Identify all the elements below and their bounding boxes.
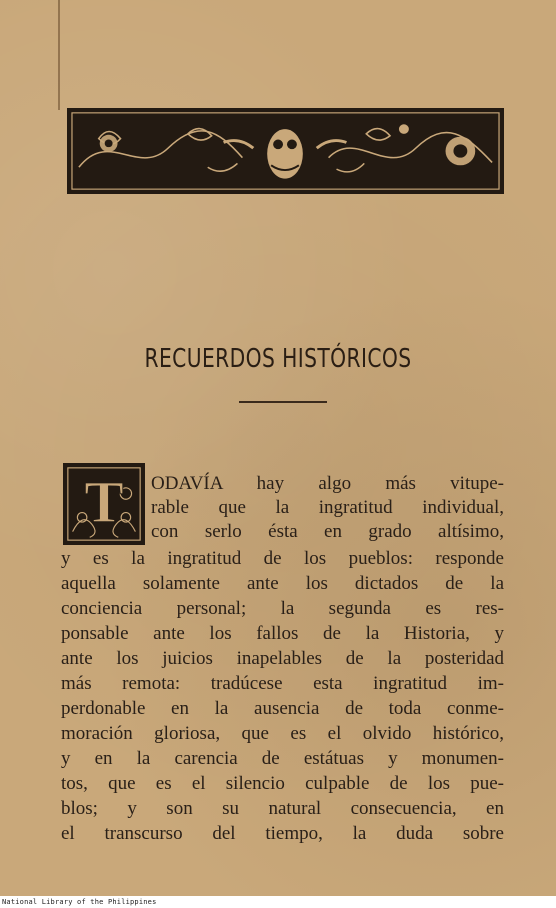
text-line: ante los juicios inapelables de la posteridad — [61, 648, 504, 669]
page-title: RECUERDOS HISTÓRICOS — [144, 344, 412, 374]
scan-credit: National Library of the Philippines — [2, 898, 157, 906]
text-line: moración gloriosa, que es el olvido histórico, — [61, 723, 504, 744]
page-fold-line — [58, 0, 60, 110]
text-line: más remota: tradúcese esta ingratitud im- — [61, 673, 504, 694]
text-line: conciencia personal; la segunda es res- — [61, 598, 504, 619]
owl-figure — [224, 129, 347, 179]
ornamental-headpiece — [67, 108, 504, 194]
text-line: aquella solamente ante los dictados de la — [61, 573, 504, 594]
text-line: perdonable en la ausencia de toda conme- — [61, 698, 504, 719]
text-line: el transcurso del tiempo, la duda sobre — [61, 823, 504, 844]
dropcap-ornament — [63, 463, 145, 545]
floral-owl-ornament — [69, 110, 502, 192]
text-line: ponsable ante los fallos de la Historia, y — [61, 623, 504, 644]
text-line: blos; y son su natural consecuencia, en — [61, 798, 504, 819]
text-line: tos, que es el silencio culpable de los pue- — [61, 773, 504, 794]
dropcap-letter: T — [84, 469, 124, 536]
text-line: ODAVÍA hay algo más vitupe- — [151, 473, 504, 494]
text-line: y en la carencia de estátuas y monumen- — [61, 748, 504, 769]
title-divider — [239, 401, 327, 403]
text-line: y es la ingratitud de los pueblos: responde — [61, 548, 504, 569]
decorated-initial — [65, 465, 143, 543]
text-line: rable que la ingratitud individual, — [151, 497, 504, 518]
text-line: con serlo ésta en grado altísimo, — [151, 521, 504, 542]
